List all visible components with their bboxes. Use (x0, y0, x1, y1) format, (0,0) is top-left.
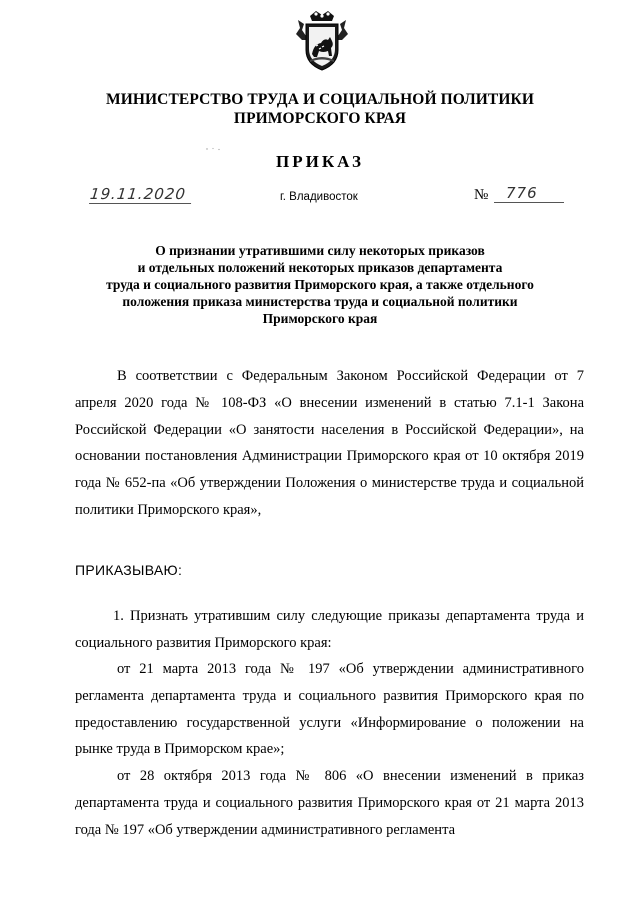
ministry-name (0, 90, 640, 128)
subject-line: О признании утратившими силу некоторых приказов (155, 243, 485, 258)
item-1-subitem-a: от 21 марта 2013 года № 197 «Об утверждении административного регламента департамента труда и социального развития Приморского края по предоставлению государственной услуги «Информирование о положении на рынке труда в Приморском крае»; (75, 661, 584, 758)
order-subject (0, 242, 640, 327)
document-type: ПРИКАЗ (276, 152, 364, 171)
coat-of-arms-icon (294, 10, 350, 72)
subject-line: и отдельных положений некоторых приказов департамента (137, 260, 503, 275)
item-1-intro: 1. Признать утратившим силу следующие приказы департамента труда и социального развития Приморского края: (75, 608, 584, 651)
order-word: ПРИКАЗЫВАЮ: (75, 562, 183, 578)
preamble-paragraph: В соответствии с Федеральным Законом Российской Федерации от 7 апреля 2020 года № 108-ФЗ «О внесении изменений в статью 7.1-1 Закона Российской Федерации «О занятости населения в Российской Федерации», на основании постановления Администрации Приморского края от 10 октября 2019 года № 652-па «Об утверждении Положения о министерстве труда и социальной политики Приморского края», (75, 368, 584, 518)
subject-line: Приморского края (262, 311, 378, 326)
order-number: 776 (494, 184, 564, 203)
city: г. Владивосток (280, 191, 358, 203)
ministry-line-1: МИНИСТЕРСТВО ТРУДА И СОЦИАЛЬНОЙ ПОЛИТИКИ (105, 91, 535, 108)
number-label: № (474, 187, 489, 203)
subject-line: труда и социального развития Приморского края, а также отдельного (106, 277, 534, 292)
subject-line: положения приказа министерства труда и социальной политики (122, 294, 518, 309)
ministry-line-2: ПРИМОРСКОГО КРАЯ (233, 110, 407, 127)
order-date: 19.11.2020 (89, 185, 193, 204)
scan-speck (205, 147, 223, 151)
item-1-subitem-b: от 28 октября 2013 года № 806 «О внесении изменений в приказ департамента труда и социального развития Приморского края от 21 марта 2013 года № 197 «Об утверждении административного регламента (75, 768, 584, 838)
